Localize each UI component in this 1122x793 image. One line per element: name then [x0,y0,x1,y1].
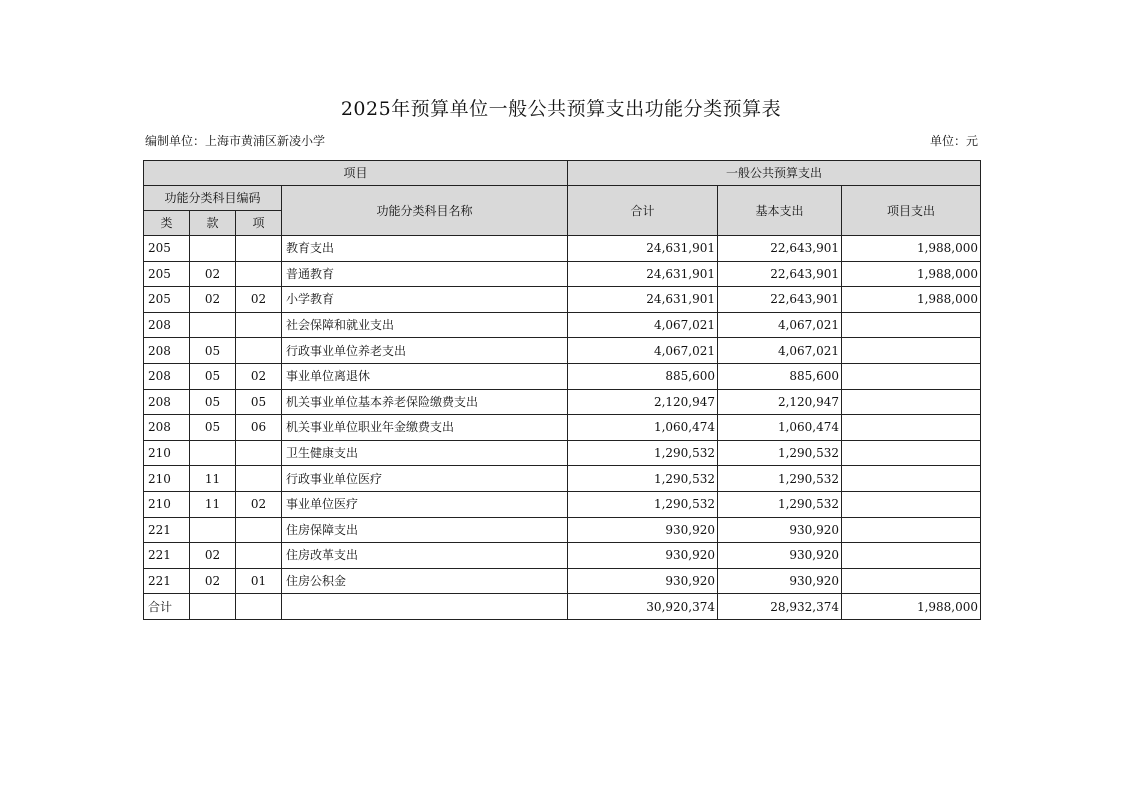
cell-total: 24,631,901 [568,287,718,313]
total-xiang [236,594,282,620]
page-title: 2025年预算单位一般公共预算支出功能分类预算表 [340,98,782,120]
header-row-1 [144,161,981,186]
cell-lei: 221 [144,568,190,594]
cell-lei: 208 [144,312,190,338]
cell-basic: 930,920 [718,543,842,569]
report-meta [145,132,978,150]
cell-total: 4,067,021 [568,338,718,364]
cell-kuan [190,517,236,543]
cell-project [842,517,981,543]
cell-xiang [236,338,282,364]
cell-name: 机关事业单位职业年金缴费支出 [282,415,568,441]
cell-kuan [190,312,236,338]
cell-project [842,338,981,364]
table-row [144,261,981,287]
table-body [144,236,981,594]
cell-project [842,491,981,517]
cell-lei: 210 [144,491,190,517]
cell-total: 930,920 [568,568,718,594]
org-label: 编制单位：上海市黄浦区新凌小学 [145,134,326,148]
cell-project [842,543,981,569]
cell-kuan: 02 [190,543,236,569]
cell-kuan: 02 [190,261,236,287]
cell-total: 885,600 [568,363,718,389]
cell-xiang: 02 [236,491,282,517]
cell-total: 1,060,474 [568,415,718,441]
header-basic: 基本支出 [718,186,842,236]
table-row [144,415,981,441]
table-row [144,287,981,313]
cell-kuan: 05 [190,389,236,415]
cell-lei: 210 [144,440,190,466]
cell-name: 机关事业单位基本养老保险缴费支出 [282,389,568,415]
cell-kuan: 05 [190,338,236,364]
cell-lei: 205 [144,261,190,287]
total-name [282,594,568,620]
unit-label: 单位：元 [929,134,978,148]
total-project: 1,988,000 [842,594,981,620]
header-project: 项目 [144,161,568,186]
table-row [144,440,981,466]
cell-kuan [190,440,236,466]
cell-project [842,440,981,466]
cell-xiang [236,440,282,466]
cell-xiang [236,466,282,492]
cell-total: 2,120,947 [568,389,718,415]
table-row [144,338,981,364]
cell-lei: 221 [144,543,190,569]
cell-lei: 205 [144,287,190,313]
header-row-2 [144,186,981,211]
cell-kuan: 02 [190,287,236,313]
cell-lei: 205 [144,236,190,262]
cell-project [842,312,981,338]
cell-lei: 210 [144,466,190,492]
cell-lei: 208 [144,338,190,364]
cell-name: 事业单位医疗 [282,491,568,517]
cell-basic: 22,643,901 [718,236,842,262]
cell-basic: 1,290,532 [718,466,842,492]
cell-lei: 221 [144,517,190,543]
cell-kuan [190,236,236,262]
header-func-code: 功能分类科目编码 [144,186,282,211]
total-kuan [190,594,236,620]
cell-total: 1,290,532 [568,466,718,492]
cell-basic: 930,920 [718,568,842,594]
cell-project [842,389,981,415]
cell-total: 24,631,901 [568,236,718,262]
cell-name: 普通教育 [282,261,568,287]
cell-name: 住房保障支出 [282,517,568,543]
cell-xiang [236,261,282,287]
cell-xiang: 02 [236,287,282,313]
cell-xiang [236,517,282,543]
cell-name: 社会保障和就业支出 [282,312,568,338]
total-amount: 30,920,374 [568,594,718,620]
cell-project: 1,988,000 [842,261,981,287]
table-row [144,543,981,569]
cell-xiang [236,236,282,262]
total-basic: 28,932,374 [718,594,842,620]
header-kuan: 款 [190,211,236,236]
cell-name: 行政事业单位医疗 [282,466,568,492]
cell-basic: 4,067,021 [718,338,842,364]
table-row [144,363,981,389]
cell-name: 小学教育 [282,287,568,313]
cell-project [842,363,981,389]
total-label: 合计 [144,594,190,620]
table-row [144,466,981,492]
cell-basic: 1,290,532 [718,491,842,517]
cell-total: 1,290,532 [568,491,718,517]
cell-basic: 22,643,901 [718,261,842,287]
table-row [144,389,981,415]
cell-lei: 208 [144,363,190,389]
cell-total: 4,067,021 [568,312,718,338]
cell-kuan: 11 [190,491,236,517]
table-row [144,517,981,543]
table-row [144,568,981,594]
cell-name: 住房改革支出 [282,543,568,569]
header-lei: 类 [144,211,190,236]
cell-xiang: 05 [236,389,282,415]
header-gpb-expenditure: 一般公共预算支出 [568,161,981,186]
cell-name: 住房公积金 [282,568,568,594]
header-xiang: 项 [236,211,282,236]
cell-name: 卫生健康支出 [282,440,568,466]
cell-kuan: 05 [190,415,236,441]
cell-total: 930,920 [568,543,718,569]
cell-basic: 4,067,021 [718,312,842,338]
cell-kuan: 11 [190,466,236,492]
cell-lei: 208 [144,389,190,415]
table-row [144,312,981,338]
total-row [144,594,981,620]
cell-xiang [236,312,282,338]
cell-basic: 22,643,901 [718,287,842,313]
cell-project: 1,988,000 [842,287,981,313]
cell-total: 930,920 [568,517,718,543]
cell-xiang: 01 [236,568,282,594]
cell-name: 行政事业单位养老支出 [282,338,568,364]
cell-total: 1,290,532 [568,440,718,466]
header-total: 合计 [568,186,718,236]
cell-kuan: 02 [190,568,236,594]
cell-xiang: 02 [236,363,282,389]
cell-project [842,415,981,441]
cell-total: 24,631,901 [568,261,718,287]
table-row [144,236,981,262]
cell-project: 1,988,000 [842,236,981,262]
cell-project [842,466,981,492]
cell-basic: 1,060,474 [718,415,842,441]
cell-lei: 208 [144,415,190,441]
budget-table [143,160,981,620]
cell-xiang [236,543,282,569]
cell-project [842,568,981,594]
cell-basic: 930,920 [718,517,842,543]
cell-name: 教育支出 [282,236,568,262]
header-project-exp: 项目支出 [842,186,981,236]
cell-basic: 2,120,947 [718,389,842,415]
cell-basic: 885,600 [718,363,842,389]
cell-basic: 1,290,532 [718,440,842,466]
cell-kuan: 05 [190,363,236,389]
cell-name: 事业单位离退休 [282,363,568,389]
cell-xiang: 06 [236,415,282,441]
table-row [144,491,981,517]
header-func-name: 功能分类科目名称 [282,186,568,236]
